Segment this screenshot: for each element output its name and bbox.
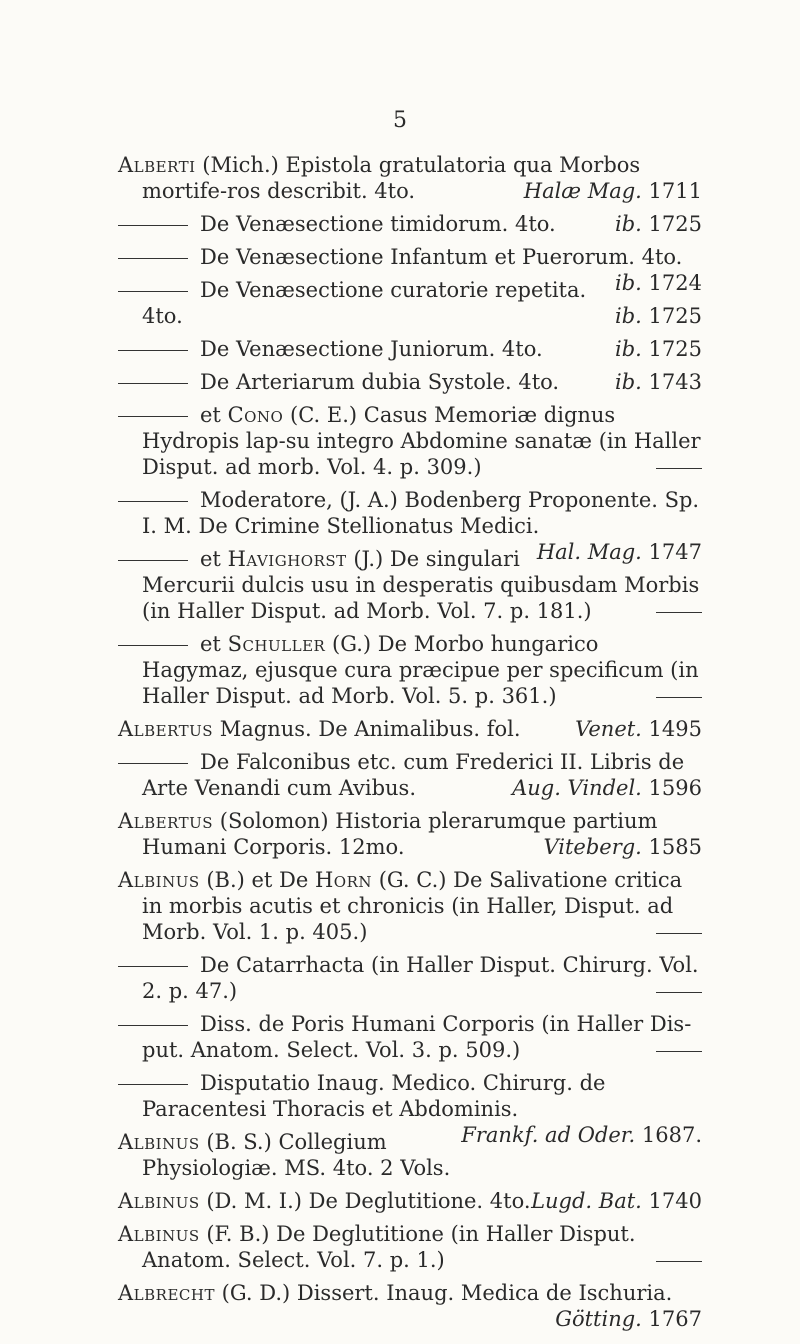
entry — [118, 152, 702, 204]
ditto-rule — [118, 383, 188, 384]
entry — [118, 749, 702, 801]
author-name: Alberti — [118, 153, 196, 177]
end-rule — [656, 697, 702, 698]
imprint-year: 1740 — [648, 1189, 702, 1213]
bibliography-list — [118, 152, 702, 1332]
entry-text: (G. C.) De Salivatione critica in morbis acutis et chronicis (in Haller, Disput. ad Morb. Vol. 1. p. 405.) — [142, 868, 683, 944]
imprint-year: 1743 — [648, 370, 702, 394]
entry-text: (G.) De Morbo hungarico Hagymaz, ejusque cura præcipue per specificum (in Haller Disput. ad Morb. Vol. 5. p. 361.) — [142, 632, 699, 708]
coauthor-name: Cono — [227, 403, 284, 427]
ditto-rule — [118, 1084, 188, 1085]
author-name: Albrecht — [118, 1281, 215, 1305]
imprint-place: Götting. — [555, 1307, 642, 1331]
entry-text: et — [200, 632, 221, 656]
author-name: Albinus — [118, 1189, 200, 1213]
entry — [118, 546, 702, 624]
ditto-rule — [118, 350, 188, 351]
coauthor-name: Horn — [314, 868, 373, 892]
entry-text: (Mich.) Epistola gratulatoria qua Morbos mortife-ros describit. 4to. — [142, 153, 641, 203]
ditto-rule — [118, 291, 188, 292]
author-name: Albinus — [118, 1222, 200, 1246]
end-rule — [656, 933, 702, 934]
author-name: Albinus — [118, 1130, 200, 1154]
imprint-place: ib. — [615, 212, 642, 236]
entry-text: Magnus. De Animalibus. fol. — [219, 717, 521, 741]
imprint-year: 1725 — [648, 212, 702, 236]
entry — [118, 1129, 702, 1181]
imprint-year: 1585 — [648, 835, 702, 859]
ditto-rule — [118, 763, 188, 764]
imprint-place: Venet. — [575, 717, 642, 741]
entry-text: De Falconibus etc. cum Frederici II. Libris de Arte Venandi cum Avibus. — [142, 750, 685, 800]
end-rule — [656, 992, 702, 993]
imprint-place: ib. — [615, 370, 642, 394]
entry-text: (Solomon) Historia plerarumque partium Humani Corporis. 12mo. — [142, 809, 658, 859]
end-rule — [656, 468, 702, 469]
entry — [118, 952, 702, 1004]
ditto-rule — [118, 501, 188, 502]
entry-text: (F. B.) De Deglutitione (in Haller Disput. Anatom. Select. Vol. 7. p. 1.) — [142, 1222, 636, 1272]
imprint-place: ib. — [615, 304, 642, 328]
page-number: 5 — [393, 108, 407, 133]
imprint-year: 1724 — [648, 271, 702, 295]
entry — [118, 1280, 702, 1331]
author-name: Albertus — [118, 809, 214, 833]
imprint-year: 1767 — [648, 1307, 702, 1331]
imprint-year: 1725 — [648, 337, 702, 361]
author-name: Albinus — [118, 868, 200, 892]
imprint-place: Lugd. Bat. — [531, 1189, 642, 1213]
entry — [118, 1011, 702, 1063]
imprint-place: ib. — [615, 271, 642, 295]
entry-text: Moderatore, (J. A.) Bodenberg Proponente. Sp. I. M. De Crimine Stellionatus Medici. — [142, 488, 700, 538]
entry-text: De Venæsectione Infantum et Puerorum. 4to. — [200, 245, 683, 269]
ditto-rule — [118, 560, 188, 561]
entry-text: Diss. de Poris Humani Corporis (in Haller Dis-put. Anatom. Select. Vol. 3. p. 509.) — [142, 1012, 692, 1062]
end-rule — [656, 1051, 702, 1052]
ditto-rule — [118, 258, 188, 259]
entry — [118, 336, 702, 362]
entry-text: (B. S.) Collegium Physiologiæ. MS. 4to. 2 Vols. — [142, 1130, 451, 1180]
imprint-year: 1687. — [641, 1123, 702, 1147]
imprint-place: Viteberg. — [543, 835, 642, 859]
ditto-rule — [118, 645, 188, 646]
ditto-rule — [118, 966, 188, 967]
entry-text: et — [200, 403, 221, 427]
entry — [118, 402, 702, 480]
entry-text: De Arteriarum dubia Systole. 4to. — [200, 370, 560, 394]
ditto-rule — [118, 416, 188, 417]
imprint-year: 1596 — [648, 776, 702, 800]
coauthor-name: Schuller — [227, 632, 326, 656]
entry-text: De Venæsectione timidorum. 4to. — [200, 212, 556, 236]
imprint-place: ib. — [615, 337, 642, 361]
entry — [118, 1188, 702, 1214]
entry-text: (G. D.) Dissert. Inaug. Medica de Ischuria. — [221, 1281, 673, 1305]
imprint-year: 1725 — [648, 304, 702, 328]
entry-text: (B.) et De — [206, 868, 309, 892]
imprint-year: 1711 — [648, 179, 702, 203]
entry-text: De Catarrhacta (in Haller Disput. Chirurg. Vol. 2. p. 47.) — [142, 953, 699, 1003]
entry — [118, 369, 702, 395]
entry-text: (D. M. I.) De Deglutitione. 4to. — [206, 1189, 531, 1213]
entry — [118, 808, 702, 860]
end-rule — [656, 1261, 702, 1262]
entry-text: et — [200, 547, 221, 571]
author-name: Albertus — [118, 717, 214, 741]
coauthor-name: Havighorst — [227, 547, 347, 571]
imprint-year: 1495 — [648, 717, 702, 741]
entry — [118, 211, 702, 237]
entry — [118, 716, 702, 742]
imprint-place: Hal. Mag. — [536, 540, 642, 564]
entry — [118, 277, 702, 329]
imprint-place: Halæ Mag. — [523, 179, 642, 203]
entry — [118, 1221, 702, 1273]
entry-text: (J.) De singulari Mercurii dulcis usu in desperatis quibusdam Morbis (in Haller Disput. ad Morb. Vol. 7. p. 181.) — [142, 547, 700, 623]
imprint-year: 1747 — [648, 540, 702, 564]
entry-text: (C. E.) Casus Memoriæ dignus Hydropis lap-su integro Abdomine sanatæ (in Haller Disput. ad morb. Vol. 4. p. 309.) — [142, 403, 701, 479]
entry-text: De Venæsectione Juniorum. 4to. — [200, 337, 543, 361]
ditto-rule — [118, 1025, 188, 1026]
entry-text: Disputatio Inaug. Medico. Chirurg. de Paracentesi Thoracis et Abdominis. — [142, 1071, 606, 1121]
entry — [118, 244, 702, 295]
imprint-place: Aug. Vindel. — [512, 776, 642, 800]
imprint-place: Frankf. ad Oder. — [461, 1123, 636, 1147]
entry-text: De Venæsectione curatorie repetita. 4to. — [142, 278, 587, 328]
end-rule — [656, 612, 702, 613]
entry — [118, 631, 702, 709]
ditto-rule — [118, 225, 188, 226]
entry — [118, 867, 702, 945]
